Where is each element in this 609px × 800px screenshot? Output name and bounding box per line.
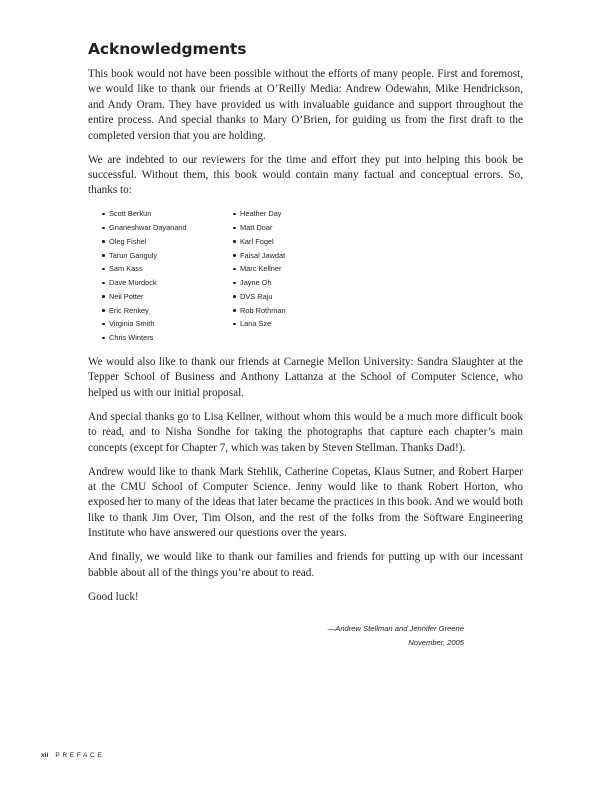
reviewer-name: Lana Sze <box>233 317 286 331</box>
signoff <box>328 622 464 650</box>
body-text <box>88 67 523 605</box>
reviewer-name: Karl Fogel <box>233 235 286 249</box>
signoff-authors: —Andrew Stellman and Jennifer Greene <box>327 624 464 633</box>
reviewer-list <box>102 207 523 345</box>
reviewer-name: Virginia Smith <box>102 317 233 331</box>
reviewer-name: Sam Kass <box>102 262 233 276</box>
reviewer-name: Marc Kellner <box>233 262 286 276</box>
reviewer-name: Chris Winters <box>102 331 233 345</box>
paragraph: Andrew would like to thank Mark Stehlik, Catherine Copetas, Klaus Sutner, and Robert Harper at the CMU School of Computer Science. Jenny would like to thank Robert Horton, who exposed her to many of the ideas that later became the practices in this book. And we would both like to thank Jim Over, Tim Olson, and the rest of the folks from the Software Engineering Institute who have answered our questions over the years. <box>88 465 523 540</box>
reviewer-name: Gnaneshwar Dayanand <box>102 221 233 235</box>
paragraph: We would also like to thank our friends at Carnegie Mellon University: Sandra Slaughter at the Tepper School of Business and Anthony Lattanza at the School of Computer Science, who helped us with our initial proposal. <box>88 355 523 399</box>
reviewer-name: Eric Renkey <box>102 304 233 318</box>
reviewer-column <box>233 207 286 345</box>
reviewer-name: Neil Potter <box>102 290 233 304</box>
reviewer-name: Matt Doar <box>233 221 286 235</box>
reviewer-column <box>102 207 233 345</box>
paragraph: And special thanks go to Lisa Kellner, without whom this would be a much more difficult book to read, and to Nisha Sondhe for taking the photographs that capture each chapter’s main concepts (except for Chapter 7, which was taken by Steven Stellman. Thanks Dad!). <box>88 410 523 454</box>
page-number: xii <box>41 752 49 759</box>
closing-line: Good luck! <box>88 590 139 603</box>
section-label: PREFACE <box>55 752 105 759</box>
reviewer-name: Jayne Oh <box>233 276 286 290</box>
reviewer-name: Scott Berkun <box>102 207 233 221</box>
page-footer <box>41 752 104 759</box>
reviewer-name: Faisal Jawdat <box>233 249 286 263</box>
paragraph: And finally, we would like to thank our families and friends for putting up with our incessant babble about all of the things you’re about to read. <box>88 551 523 579</box>
reviewer-name: Oleg Fishel <box>102 235 233 249</box>
signoff-date: November, 2005 <box>408 638 464 647</box>
section-heading: Acknowledgments <box>88 40 247 58</box>
reviewer-name: Rob Rothman <box>233 304 286 318</box>
reviewer-name: DVS Raju <box>233 290 286 304</box>
reviewer-name: Tarun Ganguly <box>102 249 233 263</box>
reviewer-name: Heather Day <box>233 207 286 221</box>
reviewer-name: Dave Murdock <box>102 276 233 290</box>
paragraph: We are indebted to our reviewers for the time and effort they put into helping this book be successful. Without them, this book would contain many factual and conceptual errors. So, thanks to: <box>88 153 523 197</box>
paragraph: This book would not have been possible without the efforts of many people. First and foremost, we would like to thank our friends at O’Reilly Media: Andrew Odewahn, Mike Hendrickson, and Andy Oram. They have provided us with invaluable guidance and support throughout the entire process. And special thanks to Mary O’Brien, for guiding us from the first draft to the completed version that you are holding. <box>88 68 523 142</box>
